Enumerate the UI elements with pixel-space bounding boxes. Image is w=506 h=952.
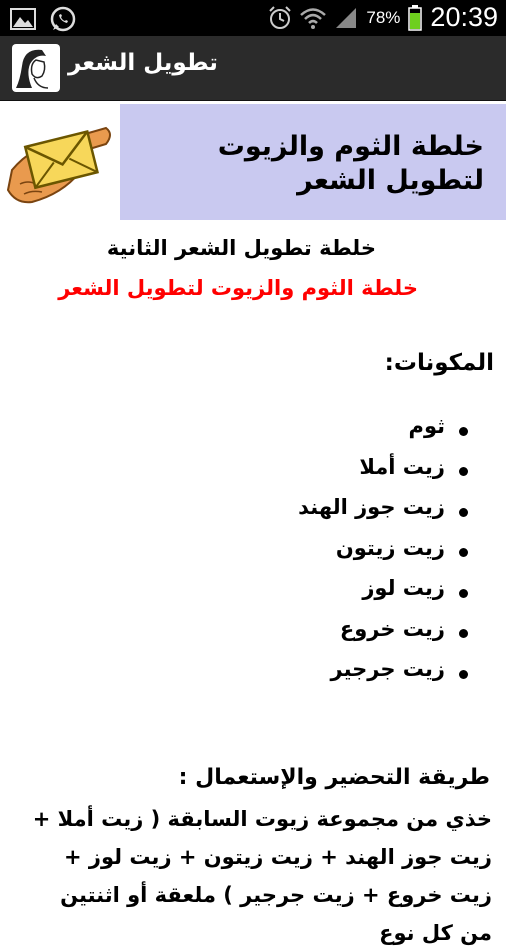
bullet-icon (459, 508, 468, 517)
ingredient-label: ثوم (408, 414, 445, 439)
bullet-icon (459, 548, 468, 557)
ingredients-list (298, 406, 468, 690)
battery-icon (408, 5, 422, 31)
ingredient-label: زيت جرجير (330, 657, 445, 682)
whatsapp-icon (50, 6, 76, 32)
list-item (298, 487, 468, 528)
app-home-button[interactable] (12, 44, 60, 92)
ingredients-heading: المكونات: (384, 350, 494, 376)
list-item (298, 528, 468, 569)
ingredient-label: زيت لوز (362, 576, 445, 601)
action-bar (0, 36, 506, 101)
method-paragraph: خذي من مجموعة زيوت السابقة ( زيت أملا + زيت جوز الهند + زيت زيتون + زيت لوز + زيت خروع + زيت جرجير ) ملعقة أو اثنتين من كل نوع (32, 807, 492, 945)
app-title: تطويل الشعر (68, 50, 218, 76)
ingredient-label: زيت أملا (359, 454, 445, 479)
list-item (298, 609, 468, 650)
ingredient-label: زيت زيتون (335, 535, 445, 560)
alarm-icon (268, 5, 292, 31)
list-item (298, 568, 468, 609)
signal-icon (334, 6, 358, 30)
woman-hair-icon (12, 44, 60, 92)
battery-percent: 78% (366, 7, 401, 27)
ingredient-label: زيت جوز الهند (298, 495, 445, 520)
gallery-icon (10, 8, 36, 30)
bullet-icon (459, 589, 468, 598)
clock: 20:39 (430, 2, 498, 32)
status-bar (0, 0, 506, 36)
envelope-hand-icon (2, 110, 114, 210)
header-banner (120, 104, 506, 220)
bullet-icon (459, 467, 468, 476)
wifi-icon (300, 6, 326, 30)
bullet-icon (459, 629, 468, 638)
method-heading: طريقة التحضير والإستعمال : (178, 765, 490, 790)
bullet-icon (459, 670, 468, 679)
article-subtitle-red: خلطة الثوم والزيوت لتطويل الشعر (58, 276, 418, 300)
banner-title: خلطة الثوم والزيوت لتطويل الشعر (217, 131, 484, 196)
article-subtitle: خلطة تطويل الشعر الثانية (106, 236, 376, 260)
bullet-icon (459, 427, 468, 436)
list-item (298, 649, 468, 690)
list-item (298, 447, 468, 488)
list-item (298, 406, 468, 447)
ingredient-label: زيت خروع (339, 616, 445, 641)
